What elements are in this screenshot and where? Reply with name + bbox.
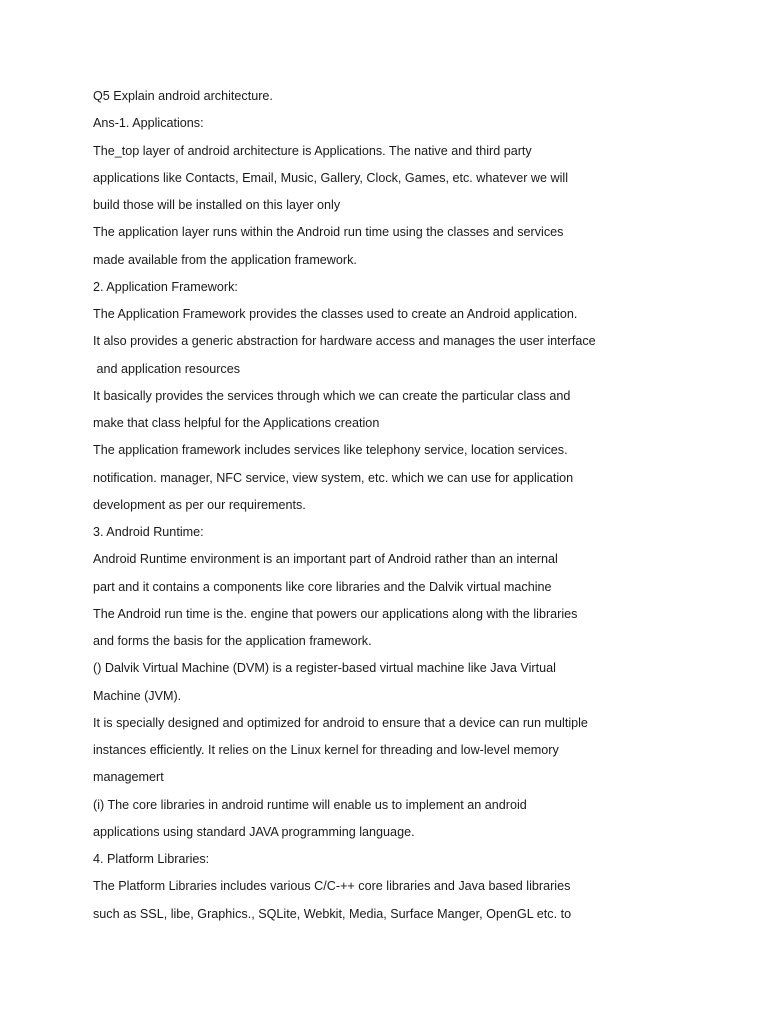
text-line: build those will be installed on this layer only	[93, 198, 341, 212]
text-line: part and it contains a components like core libraries and the Dalvik virtual machine	[93, 579, 552, 594]
text-line: such as SSL, libe, Graphics., SQLite, Webkit, Media, Surface Manger, OpenGL etc. to	[93, 906, 572, 921]
text-line: The_top layer of android architecture is Applications. The native and third party	[93, 143, 532, 158]
question-heading: Q5 Explain android architecture.	[93, 89, 273, 103]
text-line: The application layer runs within the Android run time using the classes and services	[93, 225, 564, 240]
text-line: notification. manager, NFC service, view system, etc. which we can use for application	[93, 470, 574, 485]
text-line: applications like Contacts, Email, Music, Gallery, Clock, Games, etc. whatever we will	[93, 170, 568, 185]
text-line: It basically provides the services through which we can create the particular class and	[93, 388, 571, 403]
text-line: It is specially designed and optimized for android to ensure that a device can run multiple	[93, 715, 588, 730]
text-line: (i) The core libraries in android runtime will enable us to implement an android	[93, 797, 527, 812]
text-line: made available from the application framework.	[93, 252, 357, 267]
text-line: and forms the basis for the application framework.	[93, 634, 372, 648]
text-line: The Android run time is the. engine that powers our applications along with the libraries	[93, 606, 578, 621]
text-line: instances efficiently. It relies on the Linux kernel for threading and low-level memory	[93, 743, 559, 757]
text-line: It also provides a generic abstraction for hardware access and manages the user interface	[93, 334, 596, 349]
section-heading-application-framework: 2. Application Framework:	[93, 279, 238, 294]
text-line: Machine (JVM).	[93, 688, 182, 703]
text-line: The application framework includes services like telephony service, location services.	[93, 443, 568, 458]
text-line: development as per our requirements.	[93, 497, 306, 512]
text-line: () Dalvik Virtual Machine (DVM) is a register-based virtual machine like Java Virtual	[93, 661, 556, 676]
text-line: make that class helpful for the Applications creation	[93, 416, 380, 430]
text-line: Android Runtime environment is an important part of Android rather than an internal	[93, 552, 558, 567]
section-heading-platform-libraries: 4. Platform Libraries:	[93, 852, 210, 866]
text-line: The Application Framework provides the classes used to create an Android application.	[93, 307, 578, 321]
text-line: and application resources	[93, 361, 241, 376]
document-text	[93, 85, 733, 930]
text-line: applications using standard JAVA programming language.	[93, 824, 415, 839]
section-heading-android-runtime: 3. Android Runtime:	[93, 525, 204, 539]
text-line: The Platform Libraries includes various C/C-++ core libraries and Java based libraries	[93, 879, 571, 894]
section-heading-applications: Ans-1. Applications:	[93, 116, 204, 131]
text-line: managemert	[93, 770, 164, 785]
